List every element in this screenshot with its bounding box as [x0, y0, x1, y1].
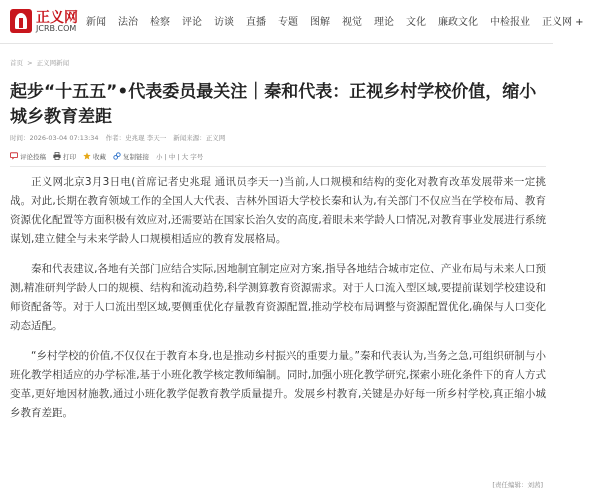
- breadcrumb-separator: >: [27, 59, 33, 67]
- nav-item-special[interactable]: 专题: [278, 17, 298, 28]
- article-paragraph: 秦和代表建议,各地有关部门应结合实际,因地制宜制定应对方案,指导各地结合城市定位、产业布局与未来人口预测,精准研判学龄人口的规模、结构和流动趋势,科学测算教育资源需求。对于人口流入型区域,要提前谋划学校建设和师资配备等。对于人口流出型区域,要侧重优化存量教育资源配置,推动学校布局调整与资源配置优化,确保与人口变化动态适配。: [10, 263, 546, 332]
- print-label: 打印: [63, 152, 76, 161]
- star-icon: [83, 152, 91, 160]
- article-body: [10, 173, 546, 434]
- breadcrumb-home[interactable]: 首页: [10, 59, 23, 67]
- publish-time: 时间：2026-03-04 07:13:34: [10, 134, 99, 142]
- nav-item-jcrb-plus[interactable]: 正义网 +: [542, 15, 584, 31]
- nav-item-visual[interactable]: 视觉: [342, 17, 362, 28]
- header-divider: [10, 166, 546, 167]
- article-title: 起步“十五五”•代表委员最关注｜秦和代表：正视乡村学校价值，缩小城乡教育差距: [10, 82, 537, 127]
- site-logo[interactable]: [10, 7, 80, 37]
- copy-link-button[interactable]: [113, 152, 149, 161]
- nav-item-interview[interactable]: 访谈: [214, 17, 234, 28]
- nav-item-theory[interactable]: 理论: [374, 17, 394, 28]
- comment-button[interactable]: [10, 152, 46, 161]
- logo-mark-icon: [10, 9, 32, 33]
- breadcrumb: [10, 58, 71, 67]
- logo-domain: JCRB.COM: [36, 24, 77, 33]
- article-paragraph: “乡村学校的价值,不仅仅在于教育本身,也是推动乡村振兴的重要力量。”秦和代表认为,当务之急,可组织研制与小班化教学相适应的办学标准,基于小班化教学核定教师编制。同时,加强小班化教学研究,探索小班化条件下的育人方式变革,更好地因材施教,通过小班化教学促教育教学质量提升。发展乡村教育,关键是办好每一所乡村学校,真正缩小城乡教育差距。: [10, 350, 546, 419]
- link-icon: [113, 152, 121, 160]
- main-nav: [86, 15, 596, 31]
- nav-item-culture[interactable]: 文化: [406, 17, 426, 28]
- copy-link-label: 复制链接: [123, 152, 149, 161]
- news-source: 新闻来源：正义网: [173, 134, 226, 142]
- nav-item-live[interactable]: 直播: [246, 17, 266, 28]
- logo-text: 正义网: [36, 10, 78, 26]
- favorite-button[interactable]: [83, 152, 106, 161]
- print-icon: [53, 152, 61, 160]
- top-nav-bar: [0, 0, 572, 44]
- nav-item-procuratorate[interactable]: 检察: [150, 17, 170, 28]
- nav-item-news[interactable]: 新闻: [86, 17, 106, 28]
- comment-icon: [10, 152, 18, 160]
- author: 作者：史兆琨 李天一: [105, 134, 167, 142]
- breadcrumb-section[interactable]: 正义网新闻: [36, 59, 70, 67]
- print-button[interactable]: [53, 152, 76, 161]
- nav-item-law[interactable]: 法治: [118, 17, 138, 28]
- article-toolbar: [10, 150, 203, 162]
- favorite-label: 收藏: [93, 152, 106, 161]
- responsible-editor: [责任编辑：刘茜]: [492, 481, 543, 489]
- article-paragraph: 正义网北京3月3日电(首席记者史兆琨 通讯员李天一)当前,人口规模和结构的变化对教育改革发展带来一定挑战。对此,长期在教育领域工作的全国人大代表、吉林外国语大学校长秦和认为,有关部门不仅应当在学校布局、教育资源优化配置等方面积极有效应对,还需要站在国家长治久安的高度,着眼未来学龄人口情况,对教育事业发展进行系统谋划,建立健全与未来学龄人口规模相适应的教育发展格局。: [10, 176, 546, 245]
- article-meta: [10, 133, 230, 142]
- nav-item-commentary[interactable]: 评论: [182, 17, 202, 28]
- nav-item-integrity-culture[interactable]: 廉政文化: [438, 17, 478, 28]
- font-size-switcher[interactable]: 小 | 中 | 大 字号: [156, 152, 204, 161]
- comment-label: 评论投稿: [20, 152, 46, 161]
- nav-item-press[interactable]: 中检报业: [490, 17, 530, 28]
- nav-item-graphics[interactable]: 图解: [310, 17, 330, 28]
